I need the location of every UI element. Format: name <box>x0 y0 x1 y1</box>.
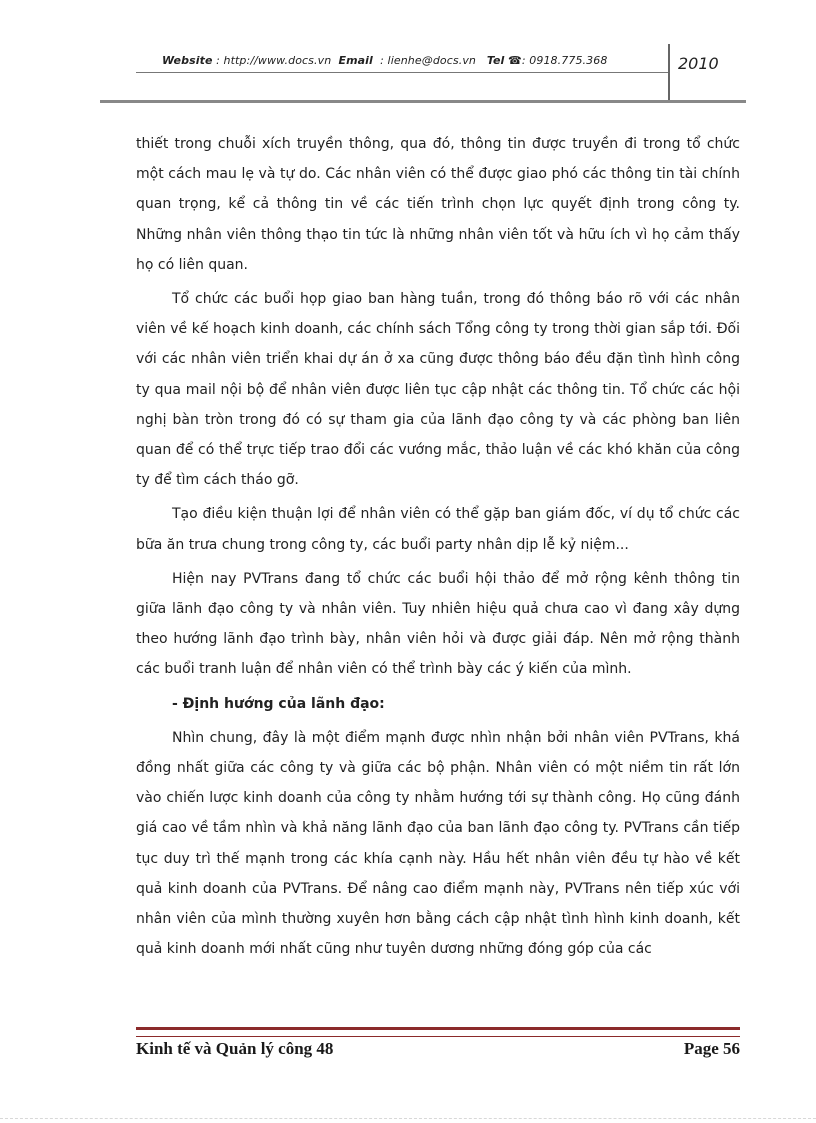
header-underline <box>136 72 668 73</box>
website-label: Website <box>162 54 213 67</box>
header-rule <box>100 100 746 103</box>
paragraph: Tạo điều kiện thuận lợi để nhân viên có thể gặp ban giám đốc, ví dụ tổ chức các bữa ăn trưa chung trong công ty, các buổi party nhân dịp lễ kỷ niệm... <box>136 506 740 553</box>
section-heading: - Định hướng của lãnh đạo: <box>172 695 385 712</box>
header-contact-line <box>162 54 607 67</box>
paragraph: Tổ chức các buổi họp giao ban hàng tuần, trong đó thông báo rõ với các nhân viên về kế hoạch kinh doanh, các chính sách Tổng công ty trong thời gian sắp tới. Đối với các nhân viên triển khai dự án ở xa cũng được thông báo đều đặn tình hình công ty qua mail nội bộ để nhân viên được liên tục cập nhật các thông tin. Tổ chức các hội nghị bàn tròn trong đó có sự tham gia của lãnh đạo công ty và các phòng ban liên quan để có thể trực tiếp trao đổi các vướng mắc, thảo luận về các khó khăn của công ty để tìm cách tháo gỡ. <box>136 291 740 489</box>
page-number: Page 56 <box>683 1039 740 1058</box>
tel-label: Tel <box>486 54 505 67</box>
header-divider <box>668 44 670 100</box>
phone-icon: ☎ <box>508 54 522 67</box>
tel-value: : 0918.775.368 <box>521 54 608 67</box>
email-label: Email <box>338 54 373 67</box>
header-year: 2010 <box>678 54 719 73</box>
paragraph: thiết trong chuỗi xích truyền thông, qua đó, thông tin được truyền đi trong tổ chức một cách mau lẹ và tự do. Các nhân viên có thể được giao phó các thông tin tài chính quan trọng, kể cả thông tin về các tiến trình chọn lực quyết định trong công ty. Những nhân viên thông thạo tin tức là những nhân viên tốt và hữu ích vì họ cảm thấy họ có liên quan. <box>136 136 740 273</box>
footer-title: Kinh tế và Quản lý công 48 <box>136 1039 334 1058</box>
website-value[interactable]: : http://www.docs.vn <box>216 54 332 67</box>
footer-rule <box>136 1027 740 1037</box>
page-edge <box>0 1118 816 1119</box>
paragraph: Nhìn chung, đây là một điểm mạnh được nhìn nhận bởi nhân viên PVTrans, khá đồng nhất giữa các công ty và giữa các bộ phận. Nhân viên có một niềm tin rất lớn vào chiến lược kinh doanh của công ty nhằm hướng tới sự thành công. Họ cũng đánh giá cao về tầm nhìn và khả năng lãnh đạo của ban lãnh đạo công ty. PVTrans cần tiếp tục duy trì thế mạnh trong các khía cạnh này. Hầu hết nhân viên đều tự hào về kết quả kinh doanh của PVTrans. Để nâng cao điểm mạnh này, PVTrans nên tiếp xúc với nhân viên của mình thường xuyên hơn bằng cách cập nhật tình hình kinh doanh, kết quả kinh doanh mới nhất cũng như tuyên dương những đóng góp của các <box>136 729 740 958</box>
paragraph: Hiện nay PVTrans đang tổ chức các buổi hội thảo để mở rộng kênh thông tin giữa lãnh đạo công ty và nhân viên. Tuy nhiên hiệu quả chưa cao vì đang xây dựng theo hướng lãnh đạo trình bày, nhân viên hỏi và được giải đáp. Nên mở rộng thành các buổi tranh luận để nhân viên có thể trình bày các ý kiến của mình. <box>136 570 740 678</box>
document-body <box>136 129 740 968</box>
page-header <box>136 44 746 102</box>
email-value[interactable]: : lienhe@docs.vn <box>380 54 477 67</box>
